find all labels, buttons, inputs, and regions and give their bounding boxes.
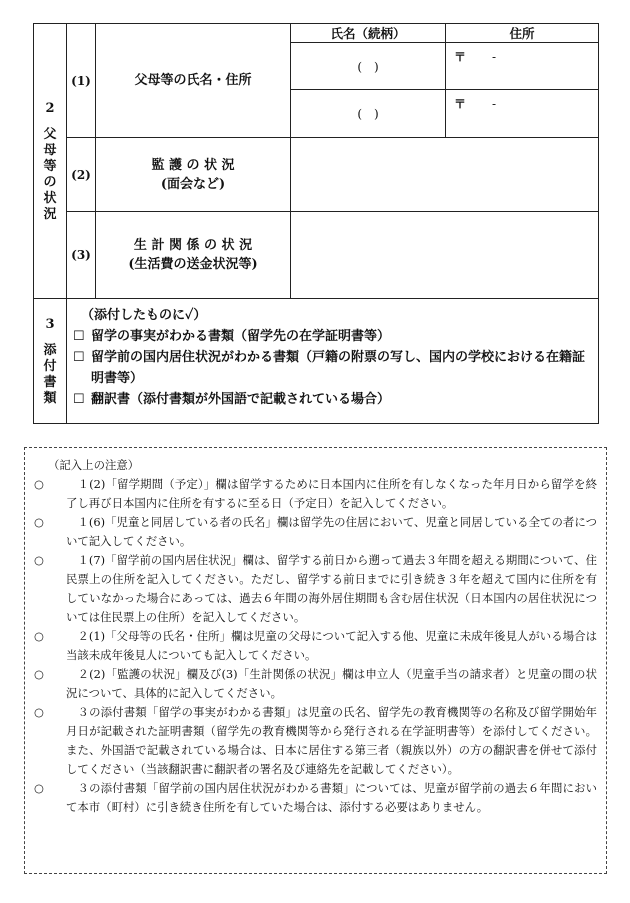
attachment-checkbox-1[interactable]: ☐ bbox=[73, 329, 85, 344]
parent2-address-field[interactable] bbox=[446, 90, 599, 138]
parent1-postal-dash: - bbox=[492, 50, 497, 64]
parent2-postal-dash: - bbox=[492, 97, 497, 111]
parent2-postal-mark: 〒 bbox=[454, 97, 467, 111]
section3-label bbox=[34, 299, 67, 424]
item3-number: (3) bbox=[67, 212, 96, 299]
note-bullet: ○ bbox=[34, 515, 44, 529]
note-item bbox=[34, 665, 597, 703]
attachment-item bbox=[73, 326, 592, 347]
note-item bbox=[34, 627, 597, 665]
name-column-header: 氏名（続柄） bbox=[291, 24, 446, 43]
item3-title-line2: (生活費の送金状況等) bbox=[128, 257, 258, 272]
note-text: １(2)「留学期間（予定）」欄は留学するために日本国内に住所を有しなくなった年月日から留学を終了し再び日本国内に住所を有するに至る日（予定日）を記入してください。 bbox=[66, 477, 597, 510]
parent-status-form bbox=[33, 23, 599, 424]
item2-title-line2: (面会など) bbox=[160, 176, 226, 192]
item1-number: (1) bbox=[67, 24, 96, 138]
parent1-name-field[interactable] bbox=[291, 43, 446, 90]
attachment-checkbox-2[interactable]: ☐ bbox=[73, 350, 85, 365]
parent1-relation-parens: ( ) bbox=[357, 59, 379, 74]
note-item bbox=[34, 475, 597, 513]
custody-status-field[interactable] bbox=[291, 138, 599, 212]
section3-title: 添付書類 bbox=[43, 342, 57, 406]
note-item bbox=[34, 551, 597, 627]
attachments-cell bbox=[67, 299, 599, 424]
address-column-header: 住所 bbox=[446, 24, 599, 43]
note-bullet: ○ bbox=[34, 477, 44, 491]
attachment-label-3: 翻訳書（添付書類が外国語で記載されている場合） bbox=[91, 392, 391, 407]
section2-number: 2 bbox=[45, 100, 55, 116]
note-text: ２(2)「監護の状況」欄及び(3)「生計関係の状況」欄は申立人（児童手当の請求者）と児童の間の状況について、具体的に記入してください。 bbox=[66, 667, 597, 700]
note-bullet: ○ bbox=[34, 629, 44, 643]
item3-title bbox=[96, 212, 291, 299]
attachments-lead: （添付したものに✓） bbox=[81, 308, 207, 323]
note-item bbox=[34, 779, 597, 817]
parent1-address-field[interactable] bbox=[446, 43, 599, 90]
section2-label bbox=[34, 24, 67, 299]
section3-number: 3 bbox=[45, 316, 55, 332]
attachment-item bbox=[73, 347, 592, 389]
parent1-postal-mark: 〒 bbox=[454, 50, 467, 64]
note-bullet: ○ bbox=[34, 781, 44, 795]
item3-title-line1: 生 計 関 係 の 状 況 bbox=[133, 238, 253, 253]
note-text: １(7)「留学前の国内居住状況」欄は、留学する前日から遡って過去３年間を超える期間について、住民票上の住所を記入してください。ただし、留学する前日までに引き続き３年を超えて国内に住所を有していなかった場合にあっては、過去６年間の海外居住期間も含む居住状況（日本国内の居住状況については住民票上の住所）を記入してください。 bbox=[66, 553, 597, 624]
note-text: ３の添付書類「留学前の国内居住状況がわかる書類」については、児童が留学前の過去６年間において本市（町村）に引き続き住所を有していた場合は、添付する必要はありません。 bbox=[66, 781, 597, 814]
parent2-relation-parens: ( ) bbox=[357, 107, 379, 121]
note-bullet: ○ bbox=[34, 667, 44, 681]
note-text: ２(1)「父母等の氏名・住所」欄は児童の父母について記入する他、児童に未成年後見人がいる場合は当該未成年後見人についても記入してください。 bbox=[66, 629, 597, 662]
section2-title: 父母等の状況 bbox=[43, 126, 57, 222]
parent2-name-field[interactable] bbox=[291, 90, 446, 138]
item2-title bbox=[96, 138, 291, 212]
attachment-item bbox=[73, 389, 592, 410]
note-bullet: ○ bbox=[34, 705, 44, 719]
note-text: ３の添付書類「留学の事実がわかる書類」は児童の氏名、留学先の教育機関等の名称及び留学開始年月日が記載された証明書類（留学先の教育機関等から発行される在学証明書等）を添付してください。また、外国語で記載されている場合は、日本に居住する第三者（親族以外）の方の翻訳書を併せて添付してください（当該翻訳書に翻訳者の署名及び連絡先を記載してください）。 bbox=[66, 705, 597, 776]
item2-number: (2) bbox=[67, 138, 96, 212]
entry-notes-box bbox=[24, 447, 607, 874]
attachment-label-2: 留学前の国内居住状況がわかる書類（戸籍の附票の写し、国内の学校における在籍証明書等） bbox=[91, 350, 586, 386]
note-bullet: ○ bbox=[34, 553, 44, 567]
note-item bbox=[34, 513, 597, 551]
notes-title: （記入上の注意） bbox=[48, 458, 140, 472]
attachment-label-1: 留学の事実がわかる書類（留学先の在学証明書等） bbox=[91, 329, 391, 344]
livelihood-status-field[interactable] bbox=[291, 212, 599, 299]
attachment-checkbox-3[interactable]: ☐ bbox=[73, 392, 85, 407]
note-text: １(6)「児童と同居している者の氏名」欄は留学先の住居において、児童と同居している全ての者について記入してください。 bbox=[66, 515, 597, 548]
item1-title: 父母等の氏名・住所 bbox=[96, 24, 291, 138]
note-item bbox=[34, 703, 597, 779]
item2-title-line1: 監 護 の 状 況 bbox=[151, 157, 235, 173]
